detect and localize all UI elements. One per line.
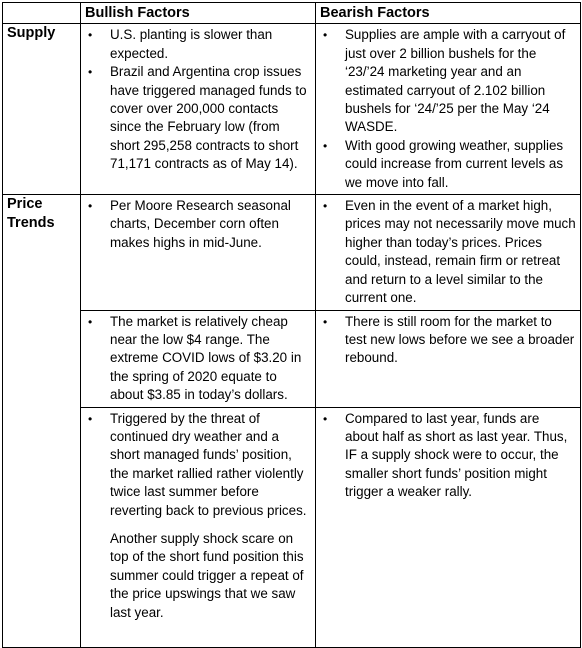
bullish-cell <box>81 24 316 195</box>
bearish-cell <box>316 407 581 647</box>
list-item: • Compared to last year, funds are about half as short as last year. Thus, IF a supply shock were to occur, the smaller short funds’ position might trigger a weaker rally. <box>323 410 568 500</box>
bearish-cell <box>316 195 581 310</box>
row-label: Price Trends <box>3 195 81 647</box>
bullet-icon: • <box>88 65 93 80</box>
table-row-price-trends <box>3 195 581 310</box>
bullet-icon: • <box>323 28 328 43</box>
list-item: • There is still room for the market to test new lows before we see a broader rebound. <box>323 313 575 366</box>
header-row <box>3 3 581 24</box>
list-item: • With good growing weather, supplies could increase from current levels as we move into fall. <box>323 137 564 190</box>
bullet-icon: • <box>323 411 328 426</box>
factors-table <box>2 2 581 648</box>
row-label: Supply <box>3 24 81 195</box>
bearish-cell <box>316 24 581 195</box>
table-row-supply <box>3 24 581 195</box>
list-item: • Triggered by the threat of continued dry weather and a short managed funds’ position, the market rallied rather violently twice last summer before reverting back to previous prices. <box>88 410 307 518</box>
bullish-cell <box>81 195 316 310</box>
list-item: • Supplies are ample with a carryout of just over 2 billion bushels for the ‘23/’24 marketing year and an estimated carryout of 2.102 billion bushels for ‘24/’25 per the May ‘24 WASDE. <box>323 27 566 135</box>
list-item: • U.S. planting is slower than expected. <box>88 27 273 61</box>
bearish-cell <box>316 310 581 407</box>
table-row <box>3 310 581 407</box>
bullet-icon: • <box>323 199 328 214</box>
list-item: • Even in the event of a market high, prices may not necessarily move much higher than today’s prices. Prices could, instead, remain firm or retreat and return to a level similar to the current one. <box>323 198 576 306</box>
bullish-cell <box>81 310 316 407</box>
bullet-icon: • <box>88 28 93 43</box>
bullish-cell <box>81 407 316 647</box>
header-empty <box>3 3 81 24</box>
header-bullish: Bullish Factors <box>81 3 316 24</box>
list-item: • Brazil and Argentina crop issues have triggered managed funds to cover over 200,000 contacts since the February low (from short 295,258 contracts to short 71,171 contracts as of May 14). <box>88 64 307 172</box>
list-item: • The market is relatively cheap near the low $4 range. The extreme COVID lows of $3.20 in the spring of 2020 equate to about $3.85 in today’s dollars. <box>88 313 302 403</box>
bullet-icon: • <box>88 411 93 426</box>
bullet-icon: • <box>323 138 328 153</box>
list-item: • Per Moore Research seasonal charts, December corn often makes highs in mid-June. <box>88 198 291 250</box>
bullet-icon: • <box>88 314 93 329</box>
bullet-icon: • <box>323 314 328 329</box>
table-row <box>3 407 581 647</box>
bullet-icon: • <box>88 199 93 214</box>
paragraph: Another supply shock scare on top of the short fund position this summer could trigger a repeat of the price upswings that we saw last year. <box>110 530 304 620</box>
header-bearish: Bearish Factors <box>316 3 581 24</box>
